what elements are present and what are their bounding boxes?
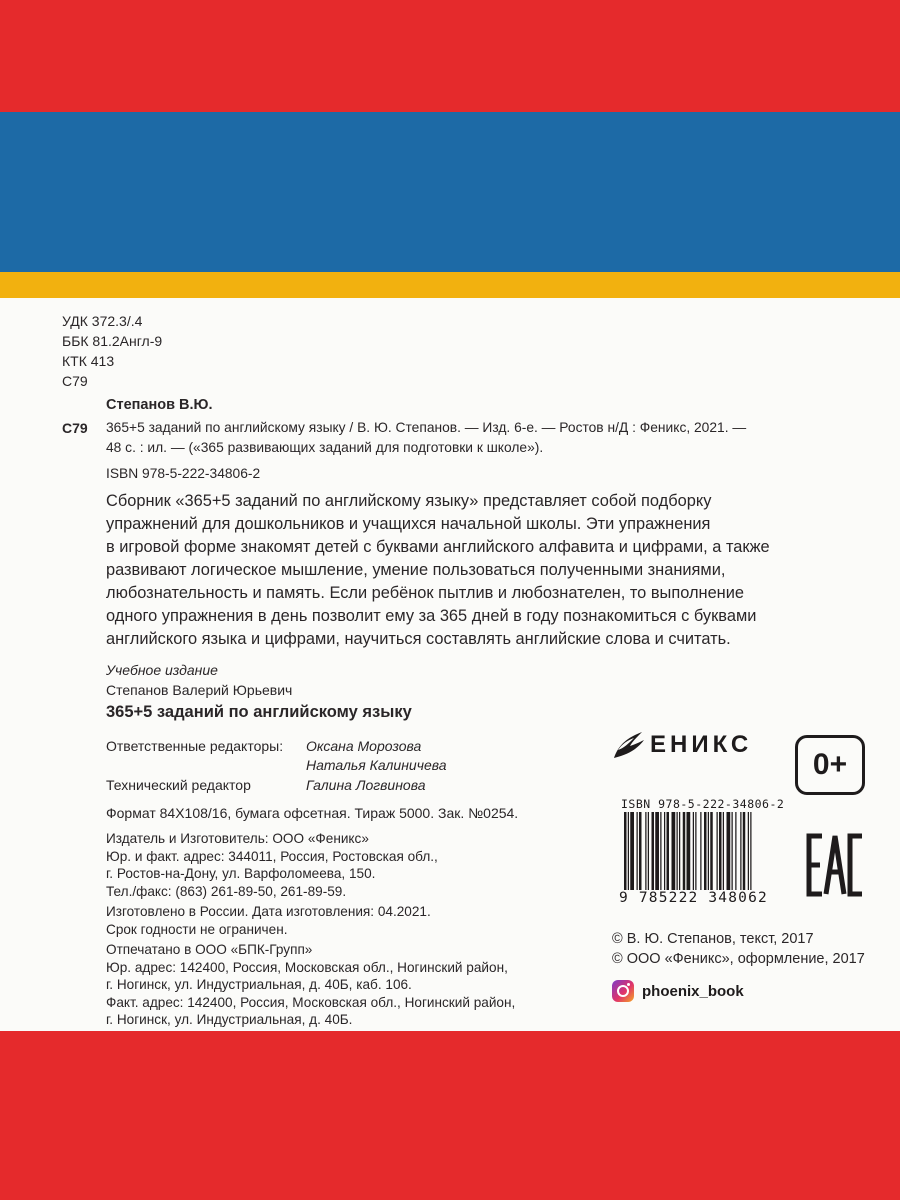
logo-text: ЕНИКС — [650, 731, 753, 758]
top-red-band — [0, 0, 900, 112]
publisher-line: Тел./факс: (863) 261-89-50, 261-89-59. — [106, 883, 347, 899]
manufacture-line: Срок годности не ограничен. — [106, 921, 288, 937]
blue-band — [0, 112, 900, 272]
instagram-link[interactable] — [612, 980, 744, 1002]
copyright-text: © В. Ю. Степанов, текст, 2017 — [612, 931, 814, 947]
annotation-line: любознательность и память. Если ребёнок пытлив и любознателен, то выполнение — [106, 584, 745, 602]
udk-code: УДК 372.3/.4 — [62, 313, 143, 329]
phoenix-bird-icon — [612, 728, 646, 762]
annotation-line: упражнений для дошкольников и учащихся начальной школы. Эти упражнения — [106, 515, 711, 533]
bbk-code: ББК 81.2Англ-9 — [62, 333, 163, 349]
author-short: Степанов В.Ю. — [106, 397, 213, 413]
ktk-code: КТК 413 — [62, 353, 115, 369]
eac-mark-icon — [805, 830, 865, 900]
annotation-line: в игровой форме знакомят детей с буквами английского алфавита и цифрами, а также — [106, 538, 770, 556]
copyright-design: © ООО «Феникс», оформление, 2017 — [612, 951, 865, 967]
author-full-name: Степанов Валерий Юрьевич — [106, 682, 293, 698]
manufacture-line: Изготовлено в России. Дата изготовления: 04.2021. — [106, 904, 431, 919]
barcode-isbn: ISBN 978-5-222-34806-2 — [621, 797, 785, 811]
phoenix-logo — [612, 725, 752, 765]
instagram-icon — [612, 980, 634, 1002]
bottom-red-band — [0, 1031, 900, 1200]
bib-line-2: 48 с. : ил. — («365 развивающих заданий для подготовки к школе»). — [106, 440, 544, 455]
instagram-handle: phoenix_book — [642, 982, 744, 1000]
publisher-block — [106, 830, 438, 900]
editor-1: Оксана Морозова — [306, 738, 422, 754]
author-mark: С79 — [62, 373, 88, 389]
bib-author-mark: С79 — [62, 420, 88, 436]
bib-isbn: ISBN 978-5-222-34806-2 — [106, 466, 261, 481]
printer-block — [106, 941, 515, 1029]
format-line: Формат 84X108/16, бумага офсетная. Тираж 5000. Зак. №0254. — [106, 805, 519, 821]
printer-line: г. Ногинск, ул. Индустриальная, д. 40Б, каб. 106. — [106, 977, 412, 992]
bib-line-1: 365+5 заданий по английскому языку / В. Ю. Степанов. — Изд. 6-е. — Ростов н/Д : Феникс, 2021. — — [106, 420, 747, 435]
manufacture-block — [106, 903, 431, 938]
annotation-line: английского языка и цифрами, научиться составлять английские слова и считать. — [106, 630, 731, 648]
printer-line: Отпечатано в ООО «БПК-Групп» — [106, 942, 313, 957]
age-rating-badge: 0+ — [795, 735, 865, 795]
publisher-line: Издатель и Изготовитель: ООО «Феникс» — [106, 831, 369, 846]
book-title: 365+5 заданий по английскому языку — [106, 703, 412, 721]
annotation-line: одного упражнения в день позволит ему за 365 дней в году познакомиться с буквами — [106, 607, 757, 625]
printer-line: г. Ногинск, ул. Индустриальная, д. 40Б. — [106, 1012, 353, 1027]
printer-line: Юр. адрес: 142400, Россия, Московская обл., Ногинский район, — [106, 959, 508, 975]
tech-editor: Галина Логвинова — [306, 777, 426, 793]
tech-editor-label: Технический редактор — [106, 777, 251, 793]
annotation-line: развивают логическое мышление, умение пользоваться полученными знаниями, — [106, 561, 726, 579]
edition-type: Учебное издание — [106, 662, 218, 678]
yellow-band — [0, 272, 900, 298]
annotation-line: Сборник «365+5 заданий по английскому языку» представляет собой подборку — [106, 492, 712, 510]
printer-line: Факт. адрес: 142400, Россия, Московская обл., Ногинский район, — [106, 994, 516, 1010]
publisher-line: Юр. и факт. адрес: 344011, Россия, Ростовская обл., — [106, 848, 438, 864]
editors-label: Ответственные редакторы: — [106, 738, 284, 754]
barcode-digits: 9 785222 348062 — [619, 890, 768, 906]
publisher-line: г. Ростов-на-Дону, ул. Варфоломеева, 150. — [106, 866, 376, 881]
annotation-paragraph — [106, 490, 866, 651]
editor-2: Наталья Калиничева — [306, 757, 447, 773]
